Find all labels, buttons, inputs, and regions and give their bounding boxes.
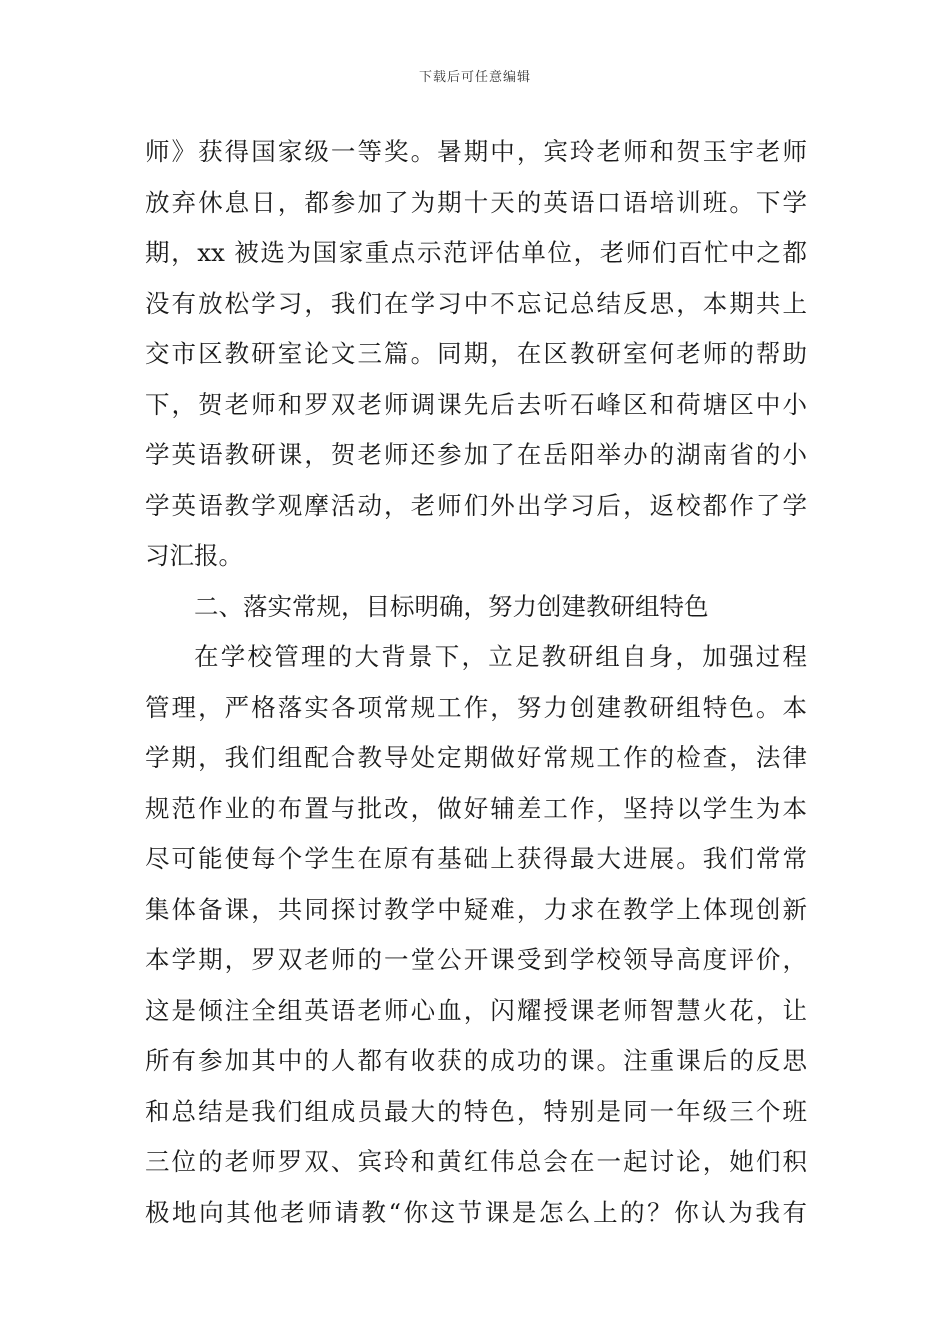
text-line: 所有参加其中的人都有收获的成功的课。注重课后的反思 (145, 1046, 807, 1075)
text-line: 放弃休息日，都参加了为期十天的英语口语培训班。下学 (145, 187, 807, 217)
text-line: 在学校管理的大背景下，立足教研组自身，加强过程 (194, 642, 807, 671)
text-line: 管理，严格落实各项常规工作，努力创建教研组特色。本 (145, 692, 807, 722)
paragraph-2 (145, 632, 807, 1238)
text-line: 学英语教学观摩活动，老师们外出学习后，返校都作了学 (145, 490, 807, 520)
text-line: 没有放松学习，我们在学习中不忘记总结反思，本期共上 (145, 288, 807, 318)
text-line: 习汇报。 (145, 541, 243, 570)
text-line: 规范作业的布置与批改，做好辅差工作，坚持以学生为本 (145, 793, 807, 823)
section-heading (145, 582, 807, 633)
text-line: 师》获得国家级一等奖。暑期中，宾玲老师和贺玉宇老师 (145, 137, 807, 166)
text-line: 学英语教研课，贺老师还参加了在岳阳举办的湖南省的小 (145, 440, 807, 469)
text-line: 下，贺老师和罗双老师调课先后去听石峰区和荷塘区中小 (145, 389, 807, 419)
text-line: 集体备课，共同探讨教学中疑难，力求在教学上体现创新 (145, 894, 807, 924)
text-line: 三位的老师罗双、宾玲和黄红伟总会在一起讨论，她们积 (145, 1147, 807, 1176)
text-line: 这是倾注全组英语老师心血，闪耀授课老师智慧火花，让 (145, 995, 807, 1025)
document-body (145, 127, 807, 1238)
text-line: 本学期，罗双老师的一堂公开课受到学校领导高度评价， (145, 945, 807, 974)
paragraph-1 (145, 127, 807, 582)
page-header: 下载后可任意编辑 (418, 70, 531, 85)
text-line: 学期，我们组配合教导处定期做好常规工作的检查，法律 (145, 743, 807, 772)
text-line: 和总结是我们组成员最大的特色，特别是同一年级三个班 (145, 1096, 807, 1126)
text-line: 极地向其他老师请教“你这节课是怎么上的？你认为我有 (145, 1197, 807, 1227)
text-line: 尽可能使每个学生在原有基础上获得最大进展。我们常常 (145, 844, 807, 873)
text-line: 交市区教研室论文三篇。同期，在区教研室何老师的帮助 (145, 339, 807, 368)
text-line: 期，xx 被选为国家重点示范评估单位，老师们百忙中之都 (145, 238, 807, 267)
heading-line: 二、落实常规，目标明确，努力创建教研组特色 (194, 591, 709, 621)
